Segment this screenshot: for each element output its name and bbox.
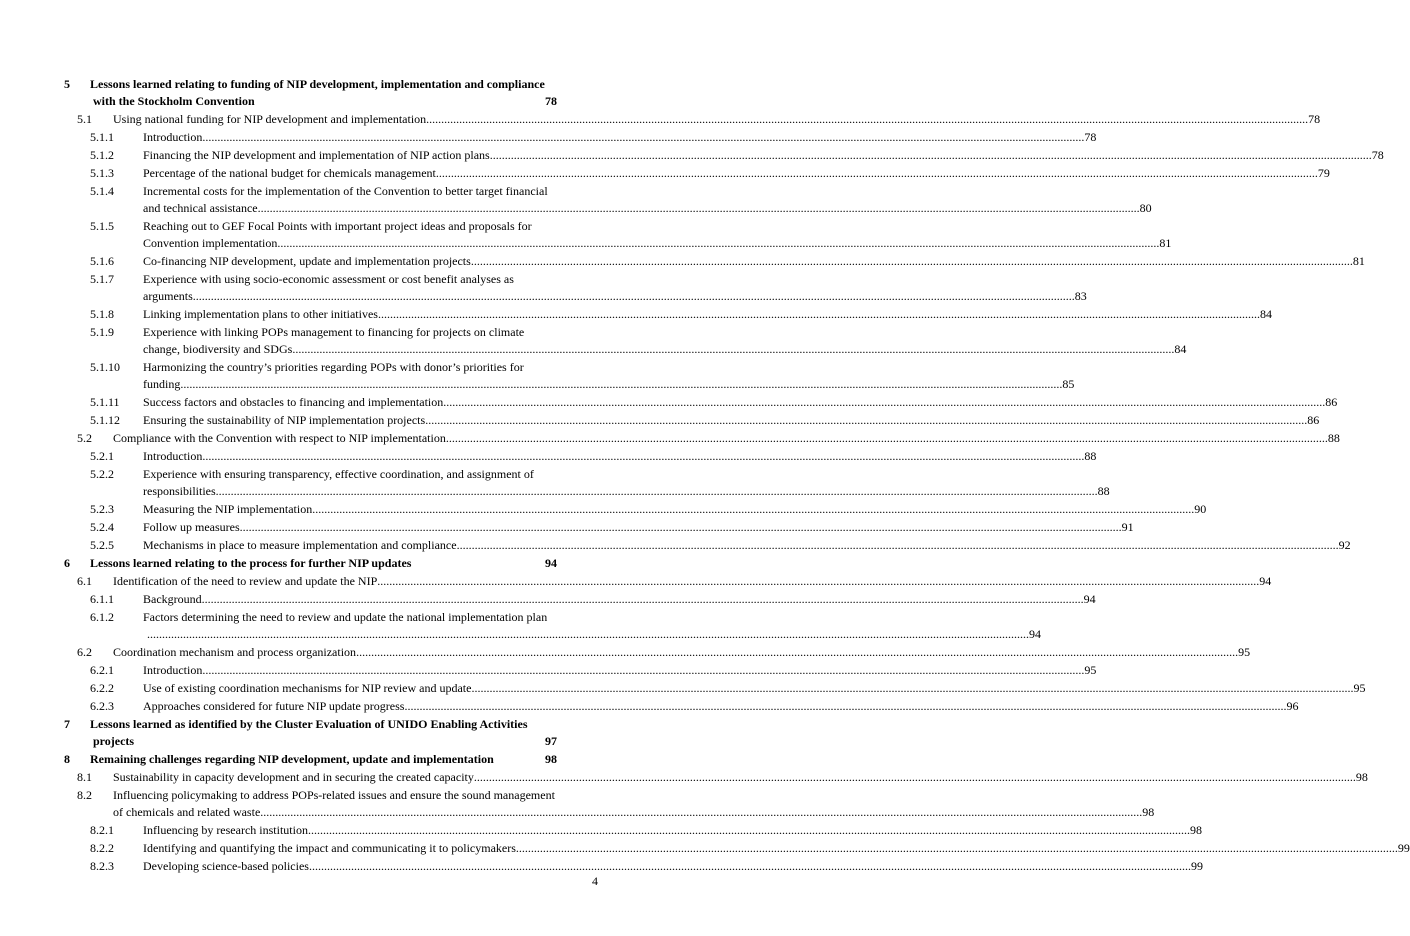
toc-entry-number: 5.2.5 [90,538,114,552]
dot-leader [426,111,1308,128]
toc-entry-number: 5.1.6 [90,254,114,268]
toc-entry-title-line: Compliance with the Convention with respect to NIP implementation [113,431,446,445]
toc-entry-title-line: Remaining challenges regarding NIP development, update and implementation [90,752,494,766]
toc-entry[interactable] [0,271,1087,305]
toc-entry-title-line: Identification of the need to review and update the NIP [113,574,378,588]
toc-entry-title-line: Using national funding for NIP development and implementation [113,112,427,126]
dot-leader [446,430,1328,447]
dot-leader [193,288,1075,305]
toc-entry-title-line: Ensuring the sustainability of NIP implementation projects [143,413,426,427]
toc-entry-title-line: Sustainability in capacity development and in securing the created capacity [113,770,474,784]
toc-entry[interactable] [0,555,662,572]
toc-entry[interactable] [0,787,1155,821]
toc-entry[interactable] [0,430,1340,447]
toc-entry-title-line: Experience with using socio-economic assessment or cost benefit analyses as [143,272,514,286]
dot-leader [202,662,1084,679]
toc-entry-title-line: Influencing policymaking to address POPs-related issues and ensure the sound management [113,788,555,802]
toc-entry-number: 5.1.11 [90,395,120,409]
toc-entry-number: 5.2.1 [90,449,114,463]
toc-entry[interactable] [0,840,1410,857]
toc-entry-number: 5.1.8 [90,307,114,321]
toc-entry-number: 6.1 [77,574,92,588]
toc-entry-page: 78 [1371,148,1384,162]
toc-entry-title-line: Co-financing NIP development, update and implementation projects [143,254,471,268]
toc-entry-number: 6.1.2 [90,610,114,624]
toc-entry[interactable] [0,147,1384,164]
dot-leader [309,858,1191,875]
toc-entry[interactable] [0,609,1041,643]
toc-entry-number: 5.1.12 [90,413,120,427]
toc-entry-title-line: with the Stockholm Convention [93,94,255,108]
dot-leader [216,483,1098,500]
toc-entry-title-line: arguments [143,289,193,303]
toc-entry[interactable] [0,76,662,110]
toc-entry-title-line: Reaching out to GEF Focal Points with important project ideas and proposals for [143,219,532,233]
toc-entry-number: 5.1 [77,112,92,126]
toc-entry-number: 6 [64,556,70,570]
toc-entry[interactable] [0,680,1366,697]
toc-entry-title-line: Use of existing coordination mechanisms for NIP review and update [143,681,472,695]
toc-entry-page: 78 [1308,112,1321,126]
toc-entry-title-line: funding [143,377,181,391]
toc-entry-title-line: of chemicals and related waste [113,805,261,819]
toc-entry-page: 84 [1259,307,1272,321]
toc-entry-page: 88 [1327,431,1340,445]
toc-entry[interactable] [0,359,1075,393]
dot-leader [202,591,1084,608]
toc-entry[interactable] [0,662,1097,679]
toc-entry-title-line: responsibilities [143,484,216,498]
toc-entry-number: 6.2.3 [90,699,114,713]
toc-entry-page: 85 [1062,377,1075,391]
toc-entry-number: 6.1.1 [90,592,114,606]
toc-entry[interactable] [0,858,1203,875]
toc-entry-title-line: Influencing by research institution [143,823,308,837]
dot-leader [277,235,1159,252]
toc-entry-number: 5.1.5 [90,219,114,233]
toc-entry-page: 81 [1352,254,1365,268]
toc-entry[interactable] [0,537,1351,554]
toc-entry-page: 98 [1189,823,1202,837]
toc-entry-number: 8.2.3 [90,859,114,873]
toc-entry-title-line: Linking implementation plans to other initiatives [143,307,378,321]
dot-leader [443,394,1325,411]
toc-entry-number: 8.2 [77,788,92,802]
toc-entry-number: 8.2.2 [90,841,114,855]
toc-entry-title-line: Harmonizing the country’s priorities regarding POPs with donor’s priorities for [143,360,524,374]
toc-entry[interactable] [0,519,1134,536]
toc-entry[interactable] [0,412,1320,429]
toc-entry-page: 78 [1084,130,1097,144]
toc-entry-page: 78 [545,94,557,108]
toc-entry[interactable] [0,822,1202,839]
toc-entry-number: 5.1.3 [90,166,114,180]
toc-entry-title-line: Follow up measures [143,520,240,534]
toc-entry-page: 96 [1286,699,1299,713]
dot-leader [240,519,1122,536]
toc-entry-page: 94 [1259,574,1272,588]
toc-entry-number: 5.2.4 [90,520,114,534]
toc-entry[interactable] [0,644,1251,661]
toc-entry-page: 83 [1074,289,1087,303]
toc-entry-page: 95 [1084,663,1097,677]
toc-entry[interactable] [0,111,1321,128]
toc-entry-number: 5.2.2 [90,467,114,481]
dot-leader [312,501,1194,518]
toc-entry-page: 99 [1397,841,1410,855]
toc-entry-page: 91 [1121,520,1134,534]
toc-entry-number: 5 [64,77,70,91]
toc-entry-title-line: Lessons learned relating to funding of NIP development, implementation and compliance [90,77,545,91]
toc-entry-title-line: Coordination mechanism and process organization [113,645,357,659]
toc-entry[interactable] [0,183,1152,217]
toc-entry-page: 98 [545,752,557,766]
dot-leader [490,147,1372,164]
toc-entry-title-line: Introduction [143,130,203,144]
toc-entry-title-line: Developing science-based policies [143,859,309,873]
dot-leader [292,341,1174,358]
toc-entry-page: 98 [1355,770,1368,784]
toc-entry[interactable] [0,591,1096,608]
toc-entry-number: 5.2.3 [90,502,114,516]
toc-entry[interactable] [0,501,1207,518]
toc-entry-title-line: Background [143,592,202,606]
dot-leader [260,804,1142,821]
toc-entry-title-line: Incremental costs for the implementation of the Convention to better target financial [143,184,548,198]
toc-entry-page: 95 [1238,645,1251,659]
toc-entry-number: 8.2.1 [90,823,114,837]
toc-entry-page: 86 [1307,413,1320,427]
toc-entry-number: 5.1.4 [90,184,114,198]
toc-entry-title-line: Introduction [143,663,203,677]
toc-entry-number: 5.1.2 [90,148,114,162]
toc-entry-page: 88 [1097,484,1110,498]
toc-entry-title-line: change, biodiversity and SDGs [143,342,293,356]
dot-leader [378,306,1260,323]
toc-entry-title-line: Mechanisms in place to measure implementation and compliance [143,538,457,552]
dot-leader [471,680,1353,697]
toc-entry[interactable] [0,218,1172,252]
dot-leader [404,698,1286,715]
dot-leader [471,253,1353,270]
dot-leader [180,376,1062,393]
toc-entry-page: 79 [1317,166,1330,180]
dot-leader [457,537,1339,554]
toc-entry-title-line: Success factors and obstacles to financing and implementation [143,395,444,409]
toc-entry-page: 90 [1194,502,1207,516]
toc-entry-title-line: Financing the NIP development and implementation of NIP action plans [143,148,490,162]
toc-entry[interactable] [0,716,662,750]
page-number: 4 [592,874,598,888]
toc-entry-title-line: Introduction [143,449,203,463]
toc-entry[interactable] [0,306,1272,323]
toc-entry[interactable] [0,466,1110,500]
dot-leader [202,448,1084,465]
toc-entry-page: 95 [1353,681,1366,695]
toc-entry-page: 98 [1142,805,1155,819]
toc-entry-page: 88 [1084,449,1097,463]
toc-entry-title-line: Measuring the NIP implementation [143,502,313,516]
toc-entry-number: 7 [64,717,70,731]
toc-entry-page: 86 [1325,395,1338,409]
toc-entry[interactable] [0,324,1187,358]
toc-entry-title-line: Lessons learned relating to the process for further NIP updates [90,556,412,570]
toc-entry[interactable] [0,573,1272,590]
toc-entry-title-line: and technical assistance [143,201,258,215]
dot-leader [436,165,1318,182]
toc-entry-number: 5.2 [77,431,92,445]
toc-entry[interactable] [0,394,1338,411]
dot-leader [425,412,1307,429]
toc-entry-title-line: Lessons learned as identified by the Cluster Evaluation of UNIDO Enabling Activities [90,717,528,731]
toc-entry-page: 92 [1338,538,1351,552]
toc-entry-title-line: Factors determining the need to review and update the national implementation plan [143,610,548,624]
dot-leader [147,626,1029,643]
dot-leader [202,129,1084,146]
toc-entry-page: 99 [1190,859,1203,873]
dot-leader [516,840,1398,857]
toc-entry-title-line: Experience with ensuring transparency, effective coordination, and assignment of [143,467,534,481]
toc-entry[interactable] [0,165,1330,182]
toc-entry-number: 8.1 [77,770,92,784]
dot-leader [356,644,1238,661]
toc-entry-page: 94 [1029,627,1041,641]
toc-entry-title-line: Experience with linking POPs management to financing for projects on climate [143,325,525,339]
toc-entry[interactable] [0,751,662,768]
toc-entry-number: 8 [64,752,70,766]
toc-entry-number: 6.2.1 [90,663,114,677]
toc-entry-number: 5.1.10 [90,360,120,374]
toc-entry[interactable] [0,698,1299,715]
dot-leader [377,573,1259,590]
toc-entry-number: 5.1.9 [90,325,114,339]
toc-entry[interactable] [0,769,1368,786]
toc-entry-title-line: Convention implementation [143,236,278,250]
toc-entry-title-line: Approaches considered for future NIP update progress [143,699,405,713]
toc-entry-page: 94 [1083,592,1096,606]
toc-entry-number: 6.2.2 [90,681,114,695]
toc-entry[interactable] [0,253,1365,270]
dot-leader [258,200,1140,217]
toc-entry-number: 5.1.7 [90,272,114,286]
toc-entry-page: 80 [1139,201,1152,215]
dot-leader [474,769,1356,786]
toc-entry-page: 84 [1174,342,1187,356]
toc-entry-title-line: Identifying and quantifying the impact and communicating it to policymakers [143,841,516,855]
toc-entry[interactable] [0,129,1097,146]
toc-entry-page: 94 [545,556,557,570]
toc-entry-page: 81 [1159,236,1172,250]
toc-entry[interactable] [0,448,1097,465]
toc-entry-number: 6.2 [77,645,92,659]
toc-entry-title-line: projects [93,734,135,748]
dot-leader [308,822,1190,839]
toc-entry-number: 5.1.1 [90,130,114,144]
toc-entry-title-line: Percentage of the national budget for chemicals management [143,166,436,180]
toc-entry-page: 97 [545,734,557,748]
